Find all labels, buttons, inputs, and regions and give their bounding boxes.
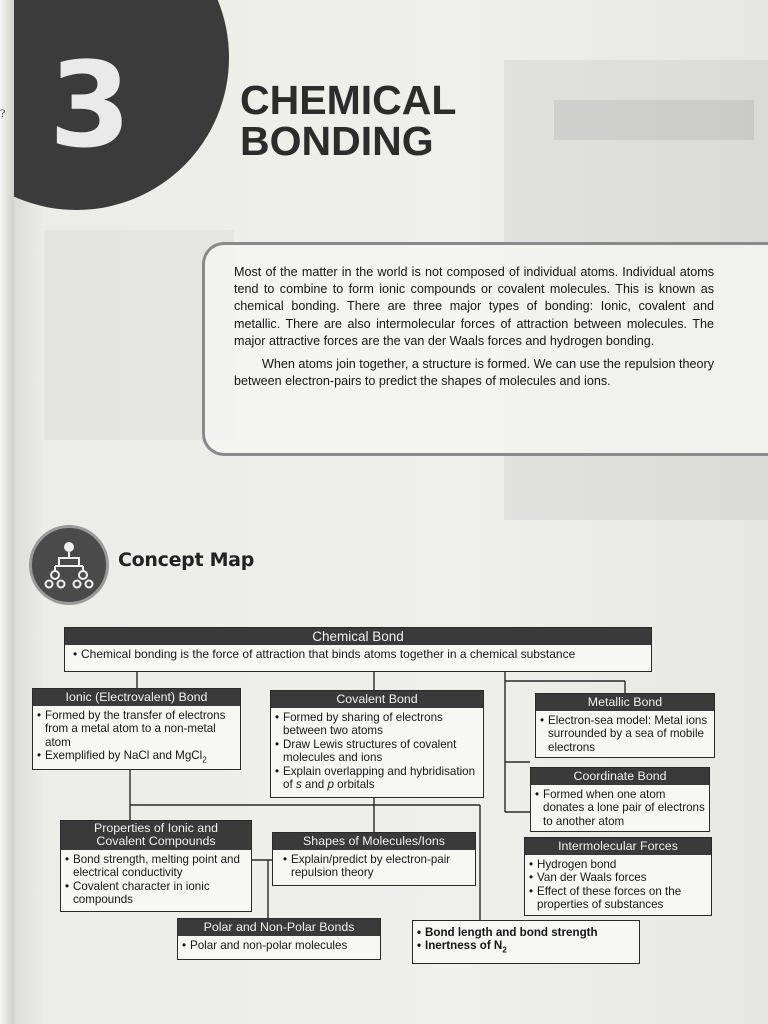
properties-box xyxy=(60,820,252,912)
concept-map-heading: Concept Map xyxy=(118,549,254,571)
shapes-box xyxy=(272,832,476,886)
properties-title xyxy=(61,821,251,850)
metallic-bond-box xyxy=(535,693,715,758)
properties-title-line2: Covalent Compounds xyxy=(96,834,216,848)
coordinate-bond-point: • Formed when one atom donates a lone pair of electrons to another atom xyxy=(543,788,705,828)
intermolecular-title: Intermolecular Forces xyxy=(525,838,711,855)
intermolecular-box xyxy=(524,837,712,916)
bond-length-point: • Inertness of $N_2$ xyxy=(425,939,635,957)
gutter-mark: ? xyxy=(0,106,6,120)
ionic-bond-point: • Exemplified by NaCl and MgCl$_2$ xyxy=(45,749,236,767)
chapter-title-line1: CHEMICAL xyxy=(240,77,457,123)
ionic-bond-title: Ionic (Electrovalent) Bond xyxy=(33,689,240,706)
polar-bonds-title: Polar and Non-Polar Bonds xyxy=(178,919,380,936)
covalent-bond-box xyxy=(270,690,484,798)
ionic-bond-box xyxy=(32,688,241,770)
properties-point: • Covalent character in ionic compounds xyxy=(73,880,247,907)
chapter-number: 3 xyxy=(48,36,130,174)
chemical-bond-box xyxy=(64,627,652,672)
intro-paragraph: Most of the matter in the world is not composed of individual atoms. Individual atoms tend to combine to form ionic compounds or covalent molecules. This is known as chemical bonding. There are three major types of bonding: Ionic, covalent and metallic. There are also intermolecular forces of attraction between molecules. The major attractive forces are the van der Waals forces and hydrogen bonding. xyxy=(234,265,714,348)
covalent-bond-point: • Explain overlapping and hybridisation of s and p orbitals xyxy=(283,765,479,792)
shapes-point: • Explain/predict by electron-pair repulsion theory xyxy=(291,853,471,880)
chemical-bond-title: Chemical Bond xyxy=(65,628,651,645)
properties-title-line1: Properties of Ionic and xyxy=(94,821,218,835)
intermolecular-point: • Van der Waals forces xyxy=(537,871,707,884)
properties-point: • Bond strength, melting point and electrical conductivity xyxy=(73,853,247,880)
ionic-bond-point: • Formed by the transfer of electrons from a metal atom to a non-metal atom xyxy=(45,709,236,749)
coordinate-bond-title: Coordinate Bond xyxy=(531,768,709,785)
shapes-title: Shapes of Molecules/Ions xyxy=(273,833,475,850)
chemical-bond-point: • Chemical bonding is the force of attraction that binds atoms together in a chemical substance xyxy=(81,648,647,661)
bond-length-point: • Bond length and bond strength xyxy=(425,926,635,939)
intermolecular-point: • Effect of these forces on the properties of substances xyxy=(537,885,707,912)
metallic-bond-title: Metallic Bond xyxy=(536,694,714,711)
metallic-bond-point: • Electron-sea model: Metal ions surrounded by a sea of mobile electrons xyxy=(548,714,710,754)
coordinate-bond-box xyxy=(530,767,710,832)
intro-paragraph: When atoms join together, a structure is formed. We can use the repulsion theory between electron-pairs to predict the shapes of molecules and ions. xyxy=(234,357,714,389)
bond-length-box xyxy=(412,920,640,964)
covalent-bond-point: • Draw Lewis structures of covalent molecules and ions xyxy=(283,738,479,765)
covalent-bond-point: • Formed by sharing of electrons between two atoms xyxy=(283,711,479,738)
polar-bonds-box xyxy=(177,918,381,960)
covalent-bond-title: Covalent Bond xyxy=(271,691,483,708)
chapter-title-line2: BONDING xyxy=(240,118,434,164)
polar-bonds-point: • Polar and non-polar molecules xyxy=(190,939,376,952)
intermolecular-point: • Hydrogen bond xyxy=(537,858,707,871)
